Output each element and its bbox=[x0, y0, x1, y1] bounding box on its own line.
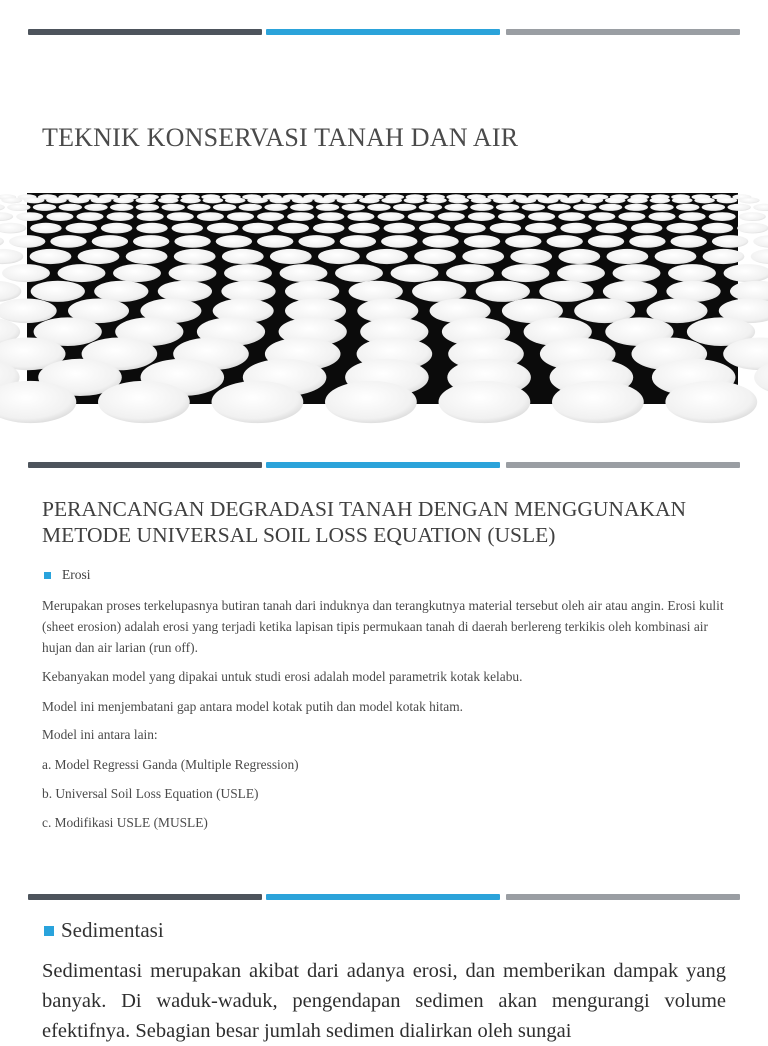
list-item-b: b. Universal Soil Loss Equation (USLE) bbox=[42, 786, 259, 801]
sedimentasi-paragraph: Sedimentasi merupakan akibat dari adanya erosi, dan memberikan dampak yang banyak. Di waduk-waduk, pengendapan sedimen akan mengurangi volume efektifnya. Sebagian besar jumlah sedimen dialirkan oleh sungai bbox=[42, 960, 726, 1042]
accent-bar-blue bbox=[266, 894, 500, 900]
square-bullet-icon bbox=[44, 926, 54, 936]
slide-title: TEKNIK KONSERVASI TANAH DAN AIR bbox=[42, 123, 519, 152]
accent-bar-dark bbox=[28, 894, 262, 900]
list-item-a: a. Model Regressi Ganda (Multiple Regression) bbox=[42, 757, 299, 772]
paragraph-gap: Model ini menjembatani gap antara model kotak putih dan model kotak hitam. bbox=[42, 699, 463, 714]
slide-title: PERANCANGAN DEGRADASI TANAH DENGAN MENGGUNAKAN METODE UNIVERSAL SOIL LOSS EQUATION (USLE) bbox=[42, 497, 687, 547]
bullet-label: Sedimentasi bbox=[61, 918, 164, 942]
paragraph-model: Kebanyakan model yang dipakai untuk studi erosi adalah model parametrik kotak kelabu. bbox=[42, 669, 523, 684]
list-item-c: c. Modifikasi USLE (MUSLE) bbox=[42, 815, 208, 830]
paragraph-definition: Merupakan proses terkelupasnya butiran tanah dari induknya dan terangkutnya material tersebut oleh air atau angin. Erosi kulit (sheet erosion) adalah erosi yang terjadi ketika lapisan tipis permukaan tanah di daerah berlereng terkikis oleh kombinasi air hujan dan air larian (run off). bbox=[42, 598, 724, 655]
bullet-item-sedimentasi bbox=[44, 918, 164, 943]
section-accent-bars bbox=[28, 894, 740, 900]
bullet-label: Erosi bbox=[62, 567, 91, 582]
paragraph-list-intro: Model ini antara lain: bbox=[42, 727, 158, 742]
accent-bar-gray bbox=[506, 894, 740, 900]
